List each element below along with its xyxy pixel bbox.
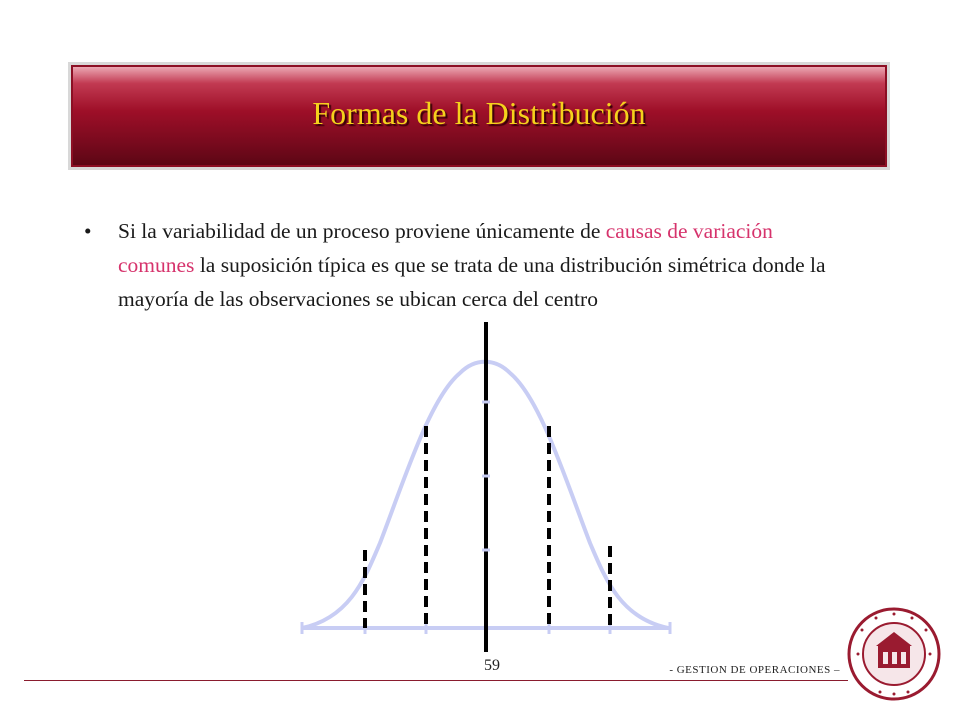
bullet-text [118, 214, 844, 316]
footer-course-label: - GESTION DE OPERACIONES – [669, 664, 840, 676]
bullet-dot: • [84, 219, 92, 243]
title-banner [68, 62, 890, 170]
university-seal-logo [846, 606, 942, 702]
normal-distribution-diagram [290, 318, 690, 658]
bullet-text-before: Si la variabilidad de un proceso proviene únicamente de [118, 219, 606, 243]
highlighted-term: causas de variación comunes [118, 219, 773, 277]
page-number: 59 [484, 657, 500, 674]
footer-divider [24, 680, 848, 681]
bullet-text-after: la suposición típica es que se trata de una distribución simétrica donde la mayoría de las observaciones se ubican cerca del centro [118, 253, 826, 311]
bullet-item [84, 214, 844, 316]
slide-title: Formas de la Distribución [312, 95, 646, 131]
